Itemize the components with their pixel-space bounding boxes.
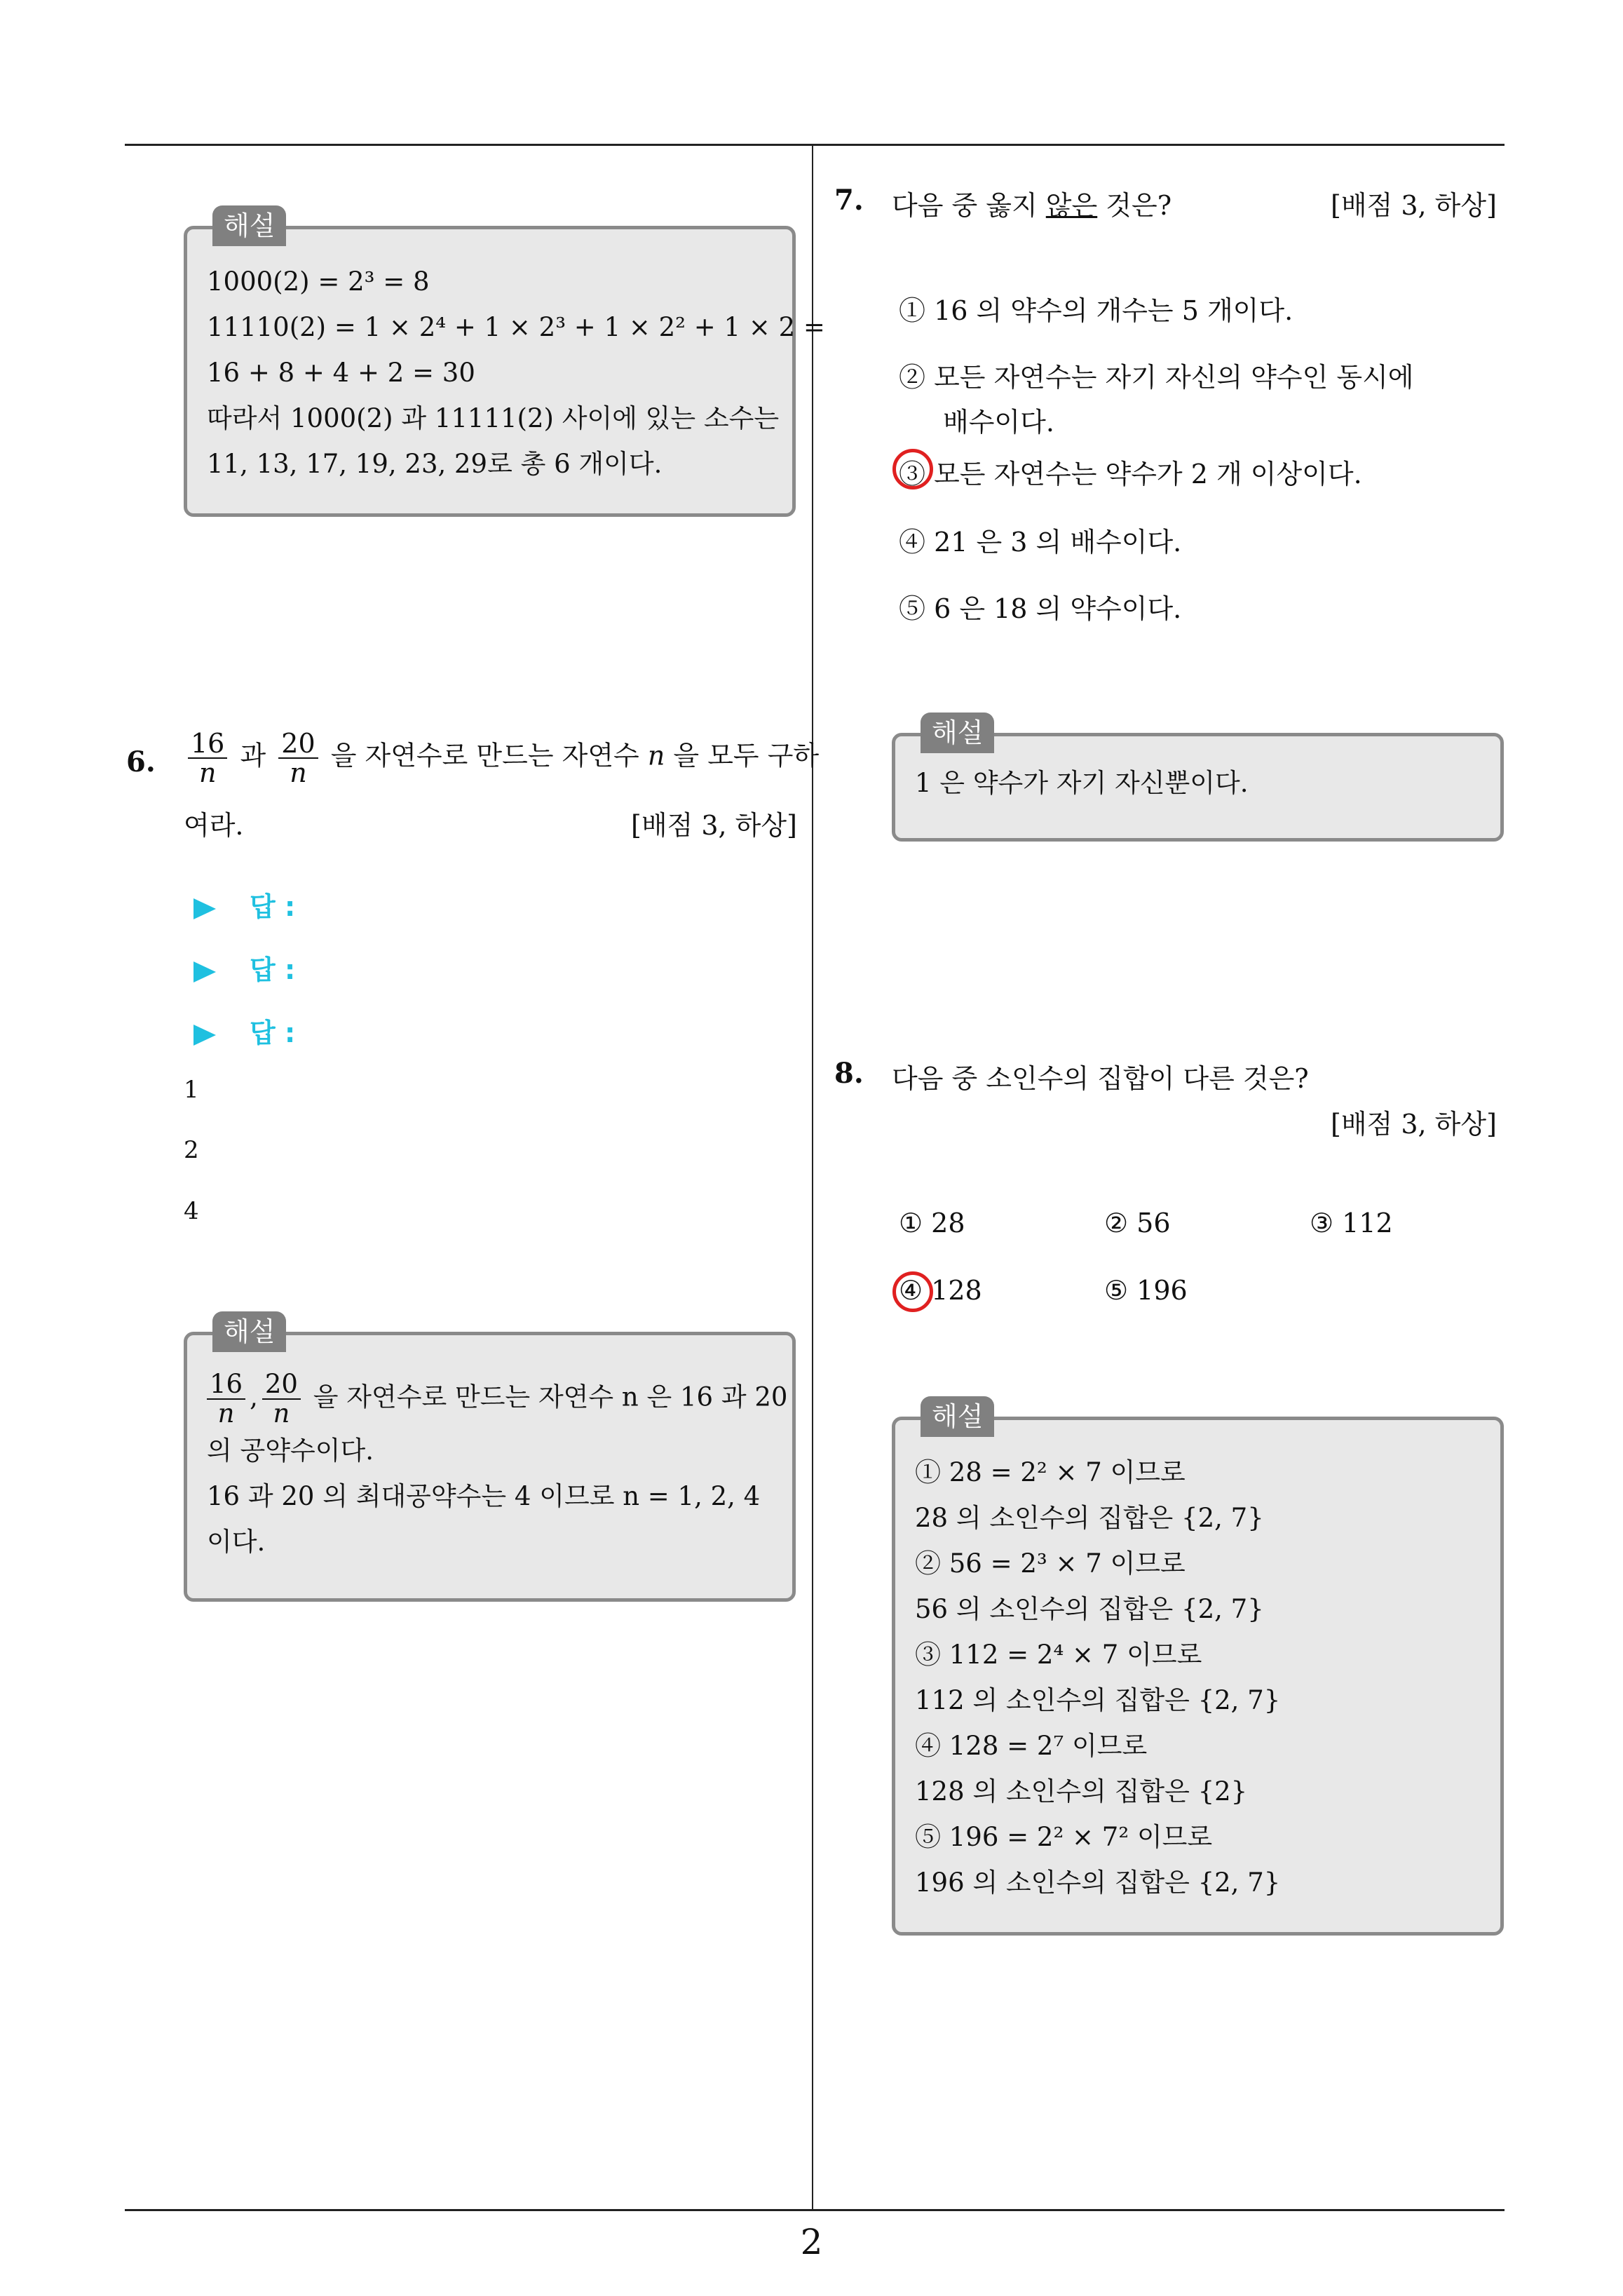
bottom-rule	[125, 2209, 1505, 2211]
choice-item[interactable]: ⑤ 196	[1104, 1275, 1188, 1306]
solution-label: 해설	[921, 1396, 994, 1437]
answer-row: 답 :	[193, 885, 295, 924]
solution-label: 해설	[212, 205, 286, 246]
solution-line: 따라서 1000(2) 과 11111(2) 사이에 있는 소수는	[207, 403, 780, 433]
question-number: 8.	[834, 1057, 864, 1090]
choice-item[interactable]: ③ 모든 자연수는 약수가 2 개 이상이다.	[899, 459, 1362, 489]
solution-line: 196 의 소인수의 집합은 {2, 7}	[915, 1868, 1281, 1898]
choice-item[interactable]: ① 28	[899, 1208, 965, 1238]
choice-item[interactable]: ② 56	[1104, 1208, 1171, 1238]
solution-line: 56 의 소인수의 집합은 {2, 7}	[915, 1594, 1264, 1624]
choice-item[interactable]: ③ 112	[1310, 1208, 1393, 1238]
choice-item[interactable]: ② 모든 자연수는 자기 자신의 약수인 동시에	[899, 362, 1414, 393]
top-rule	[125, 144, 1505, 146]
solution-line: 28 의 소인수의 집합은 {2, 7}	[915, 1503, 1264, 1533]
choice-item[interactable]: ⑤ 6 은 18 의 약수이다.	[899, 593, 1182, 624]
solution-line: $\frac{16}{n}$ , $\frac{20}{n}$ 을 자연수로 만드는 자연수 n 은 16 과 20	[207, 1370, 773, 1428]
question-text: 다음 중 옳지 않은 것은?	[892, 190, 1172, 221]
solution-box-q7	[892, 717, 1504, 842]
solution-line: 11, 13, 17, 19, 23, 29로 총 6 개이다.	[207, 449, 663, 479]
solution-line: 112 의 소인수의 집합은 {2, 7}	[915, 1685, 1281, 1715]
solution-line: 16 과 20 의 최대공약수는 4 이므로 n = 1, 2, 4	[207, 1481, 761, 1511]
question-text: $\frac{16}{n}$ 과 $\frac{20}{n}$ 을 자연수로 만드는 자연수 n 을 모두 구하	[184, 729, 819, 787]
fraction: $\frac{20}{n}$	[278, 729, 318, 787]
solution-line: ⑤ 196 = 2² × 7² 이므로	[915, 1822, 1213, 1852]
answer-value: 4	[184, 1197, 199, 1225]
choice-item[interactable]: ① 16 의 약수의 개수는 5 개이다.	[899, 295, 1293, 326]
page-number: 2	[800, 2222, 823, 2262]
triangle-icon	[193, 898, 216, 919]
choice-item[interactable]: ④ 128	[899, 1275, 982, 1306]
solution-box-q5	[184, 210, 825, 517]
fraction: $\frac{16}{n}$	[188, 729, 227, 787]
solution-line: ④ 128 = 2⁷ 이므로	[915, 1731, 1148, 1761]
question-text: 다음 중 소인수의 집합이 다른 것은?	[892, 1063, 1309, 1094]
score-label: [배점 3, 하상]	[631, 810, 797, 841]
solution-line: 128 의 소인수의 집합은 {2}	[915, 1776, 1248, 1807]
choice-item-cont: 배수이다.	[943, 407, 1054, 438]
solution-label: 해설	[212, 1311, 286, 1352]
solution-box-q8	[892, 1401, 1504, 1936]
fraction: $\frac{20}{n}$	[262, 1370, 301, 1428]
solution-line: 1 은 약수가 자기 자신뿐이다.	[915, 768, 1249, 798]
answer-value: 1	[184, 1076, 199, 1104]
triangle-icon	[193, 1025, 216, 1046]
solution-line: ③ 112 = 2⁴ × 7 이므로	[915, 1640, 1202, 1670]
solution-line: 의 공약수이다.	[207, 1436, 374, 1466]
score-label: [배점 3, 하상]	[1331, 190, 1497, 221]
question-text-cont: 여라.	[184, 810, 244, 841]
answer-row: 답 :	[193, 1011, 295, 1050]
question-number: 7.	[834, 184, 864, 217]
solution-label: 해설	[921, 713, 994, 753]
solution-line: 11110(2) = 1 × 2⁴ + 1 × 2³ + 1 × 2² + 1 × 2 =	[207, 312, 825, 342]
solution-line: 이다.	[207, 1527, 266, 1557]
solution-line: 16 + 8 + 4 + 2 = 30	[207, 358, 475, 388]
solution-box-q6	[184, 1316, 796, 1602]
choice-item[interactable]: ④ 21 은 3 의 배수이다.	[899, 527, 1182, 558]
solution-line: ① 28 = 2² × 7 이므로	[915, 1457, 1186, 1487]
answer-value: 2	[184, 1136, 199, 1164]
question-number: 6.	[126, 745, 156, 778]
solution-line: 1000(2) = 2³ = 8	[207, 266, 430, 297]
answer-row: 답 :	[193, 948, 295, 987]
triangle-icon	[193, 961, 216, 982]
score-label: [배점 3, 하상]	[1331, 1109, 1497, 1140]
solution-line: ② 56 = 2³ × 7 이므로	[915, 1548, 1186, 1579]
column-divider	[812, 144, 813, 2209]
fraction: $\frac{16}{n}$	[207, 1370, 245, 1428]
